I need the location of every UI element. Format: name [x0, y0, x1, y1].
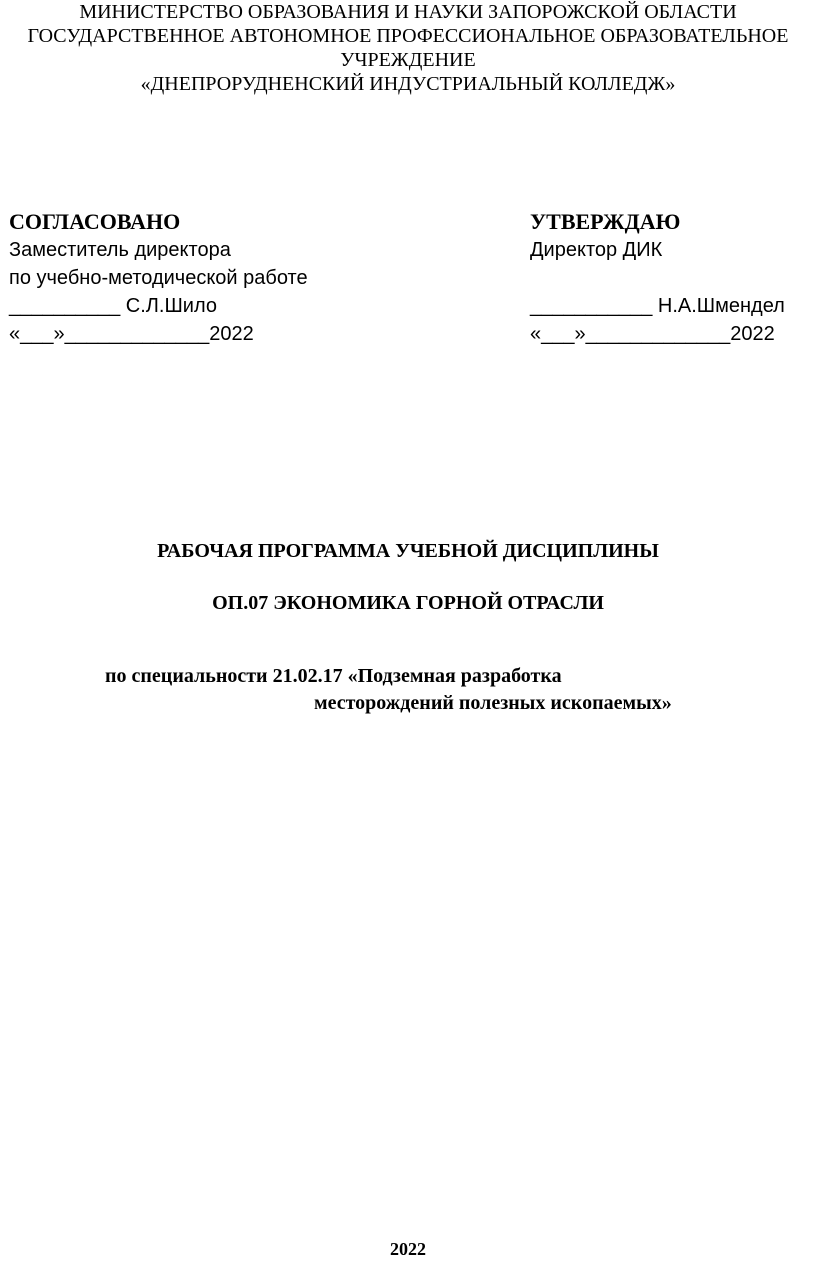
- agreed-signature-line: __________ С.Л.Шило: [9, 295, 217, 317]
- approve-spacer: [530, 264, 785, 292]
- header-line-ministry: МИНИСТЕРСТВО ОБРАЗОВАНИЯ И НАУКИ ЗАПОРОЖСКОЙ ОБЛАСТИ: [79, 1, 737, 23]
- header-line-institution: ГОСУДАРСТВЕННОЕ АВТОНОМНОЕ ПРОФЕССИОНАЛЬНОЕ ОБРАЗОВАТЕЛЬНОЕ: [27, 25, 789, 47]
- approve-position: Директор ДИК: [530, 239, 663, 261]
- agreed-date-line: «___»_____________2022: [9, 323, 254, 345]
- agreed-title: СОГЛАСОВАНО: [9, 209, 181, 234]
- header-line-college: «ДНЕПРОРУДНЕНСКИЙ ИНДУСТРИАЛЬНЫЙ КОЛЛЕДЖ»: [140, 73, 676, 95]
- agreed-position: Заместитель директора: [9, 239, 231, 261]
- approve-block: [530, 208, 785, 348]
- document-title: РАБОЧАЯ ПРОГРАММА УЧЕБНОЙ ДИСЦИПЛИНЫ: [157, 540, 659, 562]
- agreed-block: [9, 208, 308, 348]
- ministry-header: [0, 0, 816, 96]
- specialty-line: по специальности 21.02.17 «Подземная разработка: [105, 665, 562, 687]
- approve-date-line: «___»_____________2022: [530, 323, 775, 345]
- approve-title: УТВЕРЖДАЮ: [530, 209, 681, 234]
- document-year: 2022: [390, 1239, 426, 1259]
- agreed-position-cont: по учебно-методической работе: [9, 267, 308, 289]
- header-line-institution-cont: УЧРЕЖДЕНИЕ: [340, 49, 476, 71]
- approve-signature-line: ___________ Н.А.Шмендел: [530, 295, 785, 317]
- specialty-line-cont: месторождений полезных ископаемых»: [314, 692, 672, 714]
- discipline-title: ОП.07 ЭКОНОМИКА ГОРНОЙ ОТРАСЛИ: [212, 592, 604, 614]
